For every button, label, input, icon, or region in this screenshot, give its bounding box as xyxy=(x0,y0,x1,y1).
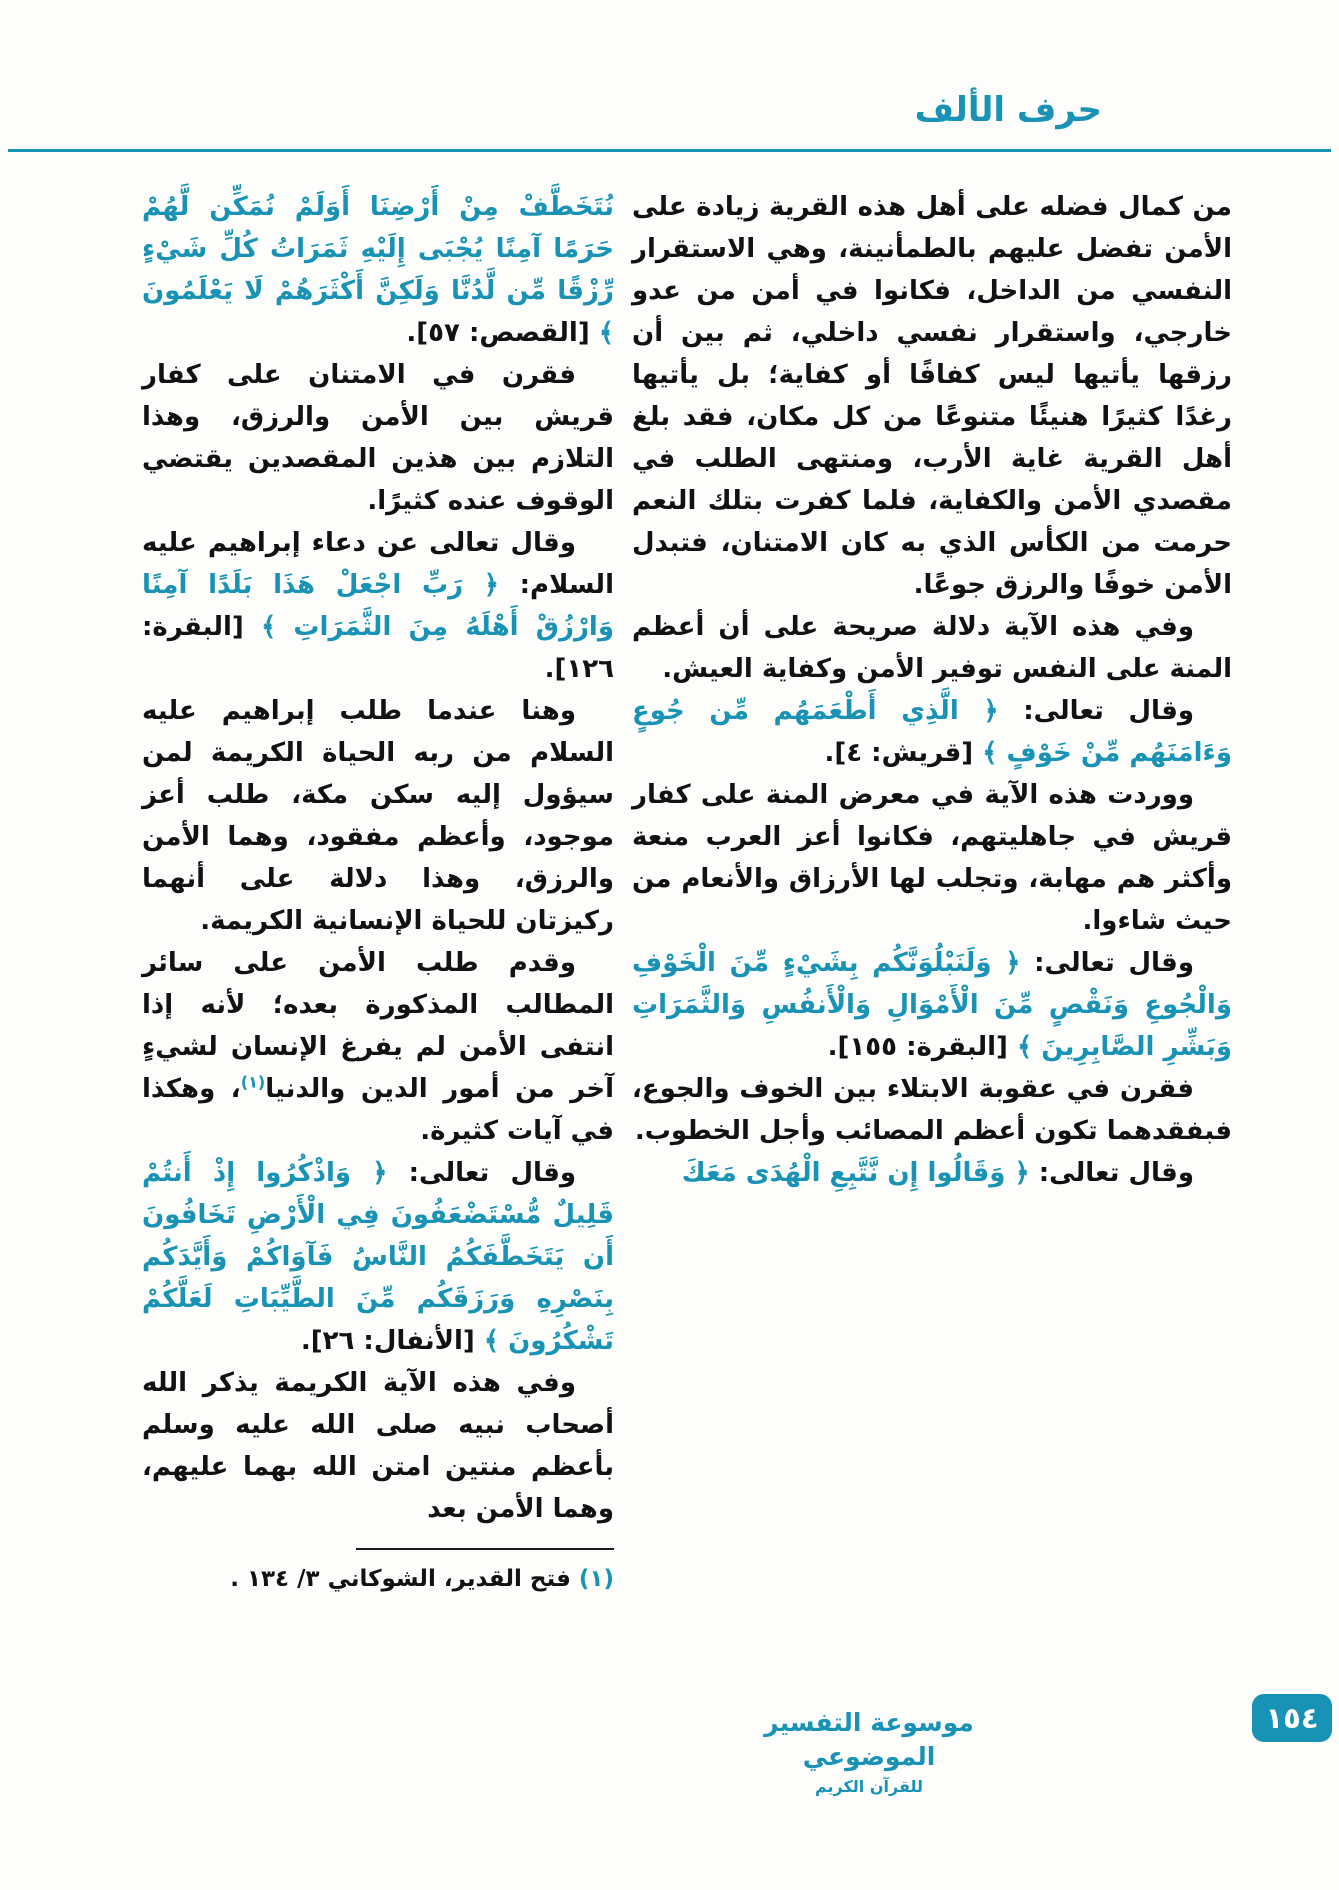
body-text: ، وهكذا في آيات كثيرة. xyxy=(142,1074,614,1146)
paragraph xyxy=(632,1068,1232,1152)
column-left xyxy=(142,186,614,1596)
body-text: ووردت هذه الآية في معرض المنة على كفار قريش في جاهليتهم، فكانوا أعز العرب منعة وأكثر هم مهابة، وتجلب لها الأرزاق والأنعام من حيث شاءوا. xyxy=(632,780,1232,936)
paragraph xyxy=(142,690,614,942)
paragraph xyxy=(142,1152,614,1362)
body-text: فقرن في عقوبة الابتلاء بين الخوف والجوع، فبفقدهما تكون أعظم المصائب وأجل الخطوب. xyxy=(632,1074,1232,1146)
quran-verse: ﴿ وَلَنَبْلُوَنَّكُم بِشَيْءٍ مِّنَ الْخَوْفِ وَالْجُوعِ وَنَقْصٍ مِّنَ الْأَمْوَالِ وَالْأَنفُسِ وَالثَّمَرَاتِ وَبَشِّرِ الصَّابِرِينَ ﴾ xyxy=(632,948,1232,1062)
body-text: وقال تعالى: xyxy=(1020,948,1194,978)
column-right xyxy=(632,186,1232,1194)
page-number: ١٥٤ xyxy=(1265,1701,1319,1735)
page-number-badge xyxy=(1252,1694,1332,1742)
verse-reference: [قريش: ٤]. xyxy=(824,738,974,768)
body-text xyxy=(1008,1032,1017,1062)
footnote-marker: (١) xyxy=(578,1566,614,1592)
verse-reference: [القصص: ٥٧]. xyxy=(406,318,590,348)
publisher-emblem xyxy=(739,1706,999,1798)
header-divider xyxy=(8,149,1331,152)
paragraph xyxy=(632,606,1232,690)
verse-reference: [البقرة: ١٥٥]. xyxy=(827,1032,1008,1062)
verse-reference: [البقرة: ١٢٦]. xyxy=(142,612,614,684)
quran-verse: نُتَخَطَّفْ مِنْ أَرْضِنَا أَوَلَمْ نُمَكِّن لَّهُمْ حَرَمًا آمِنًا يُجْبَى إِلَيْهِ ثَمَرَاتُ كُلِّ شَيْءٍ رِّزْقًا مِّن لَّدُنَّا وَلَكِنَّ أَكْثَرَهُمْ لَا يَعْلَمُونَ ﴾ xyxy=(142,192,614,348)
body-text xyxy=(590,318,599,348)
paragraph xyxy=(632,690,1232,774)
chapter-title: حرف الألف xyxy=(914,90,1102,130)
footnote-marker: (١) xyxy=(240,1072,266,1092)
verse-reference: [الأنفال: ٢٦]. xyxy=(300,1326,475,1356)
paragraph xyxy=(142,522,614,690)
body-text: وهنا عندما طلب إبراهيم عليه السلام من ربه الحياة الكريمة لمن سيؤول إليه سكن مكة، طلب أعز موجود، وأعظم مفقود، وهما الأمن والرزق، وهذا دلالة على أنهما ركيزتان للحياة الإنسانية الكريمة. xyxy=(142,696,614,936)
paragraph xyxy=(142,942,614,1152)
paragraph xyxy=(632,774,1232,942)
footnote-text: فتح القدير، الشوكاني ٣/ ١٣٤ . xyxy=(230,1566,571,1592)
body-text: وقال تعالى عن دعاء إبراهيم عليه السلام: xyxy=(142,528,614,600)
paragraph xyxy=(632,186,1232,606)
emblem-line1: موسوعة التفسير الموضوعي xyxy=(764,1708,974,1771)
quran-verse: ﴿ وَقَالُوا إِن نَّتَّبِعِ الْهُدَى مَعَكَ xyxy=(681,1158,1030,1188)
paragraph xyxy=(142,354,614,522)
quran-verse: ﴿ رَبِّ اجْعَلْ هَذَا بَلَدًا آمِنًا وَارْزُقْ أَهْلَهُ مِنَ الثَّمَرَاتِ ﴾ xyxy=(142,570,614,642)
paragraph xyxy=(142,1362,614,1530)
footnote-block xyxy=(142,1548,614,1596)
emblem-line2: للقرآن الكريم xyxy=(814,1777,924,1796)
body-text: فقرن في الامتنان على كفار قريش بين الأمن والرزق، وهذا التلازم بين هذين المقصدين يقتضي الوقوف عنده كثيرًا. xyxy=(142,360,614,516)
body-text xyxy=(475,1326,484,1356)
quran-verse: ﴿ الَّذِي أَطْعَمَهُم مِّن جُوعٍ وَءَامَنَهُم مِّنْ خَوْفٍ ﴾ xyxy=(632,696,1232,768)
paragraph xyxy=(632,1152,1232,1194)
body-text xyxy=(244,612,261,642)
body-text: من كمال فضله على أهل هذه القرية زيادة على الأمن تفضل عليهم بالطمأنينة، وهي الاستقرار النفسي من الداخل، فكانوا في أمن من عدو خارجي، واستقرار نفسي داخلي، ثم بين أن رزقها يأتيها ليس كفافًا أو كفاية؛ بل يأتيها رغدًا كثيرًا هنيئًا متنوعًا من كل مكان، فقد بلغ أهل القرية غاية الأرب، ومنتهى الطلب في مقصدي الأمن والكفاية، فلما كفرت بتلك النعم حرمت من الكأس الذي به كان الامتنان، فتبدل الأمن خوفًا والرزق جوعًا. xyxy=(632,192,1232,600)
body-text: وقال تعالى: xyxy=(387,1158,577,1188)
body-text: وقال تعالى: xyxy=(1029,1158,1194,1188)
body-text: وقال تعالى: xyxy=(998,696,1195,726)
paragraph xyxy=(632,942,1232,1068)
footnote xyxy=(142,1562,614,1596)
page-content xyxy=(142,186,1232,1596)
body-text: وقدم طلب الأمن على سائر المطالب المذكورة بعده؛ لأنه إذا انتفى الأمن لم يفرغ الإنسان لشيءٍ آخر من أمور الدين والدنيا xyxy=(142,948,614,1104)
paragraph xyxy=(142,186,614,354)
footnote-divider xyxy=(356,1548,614,1550)
column-left-paragraphs xyxy=(142,186,614,1530)
body-text xyxy=(973,738,982,768)
body-text: وفي هذه الآية دلالة صريحة على أن أعظم المنة على النفس توفير الأمن وكفاية العيش. xyxy=(632,612,1232,684)
body-text: وفي هذه الآية الكريمة يذكر الله أصحاب نبيه صلى الله عليه وسلم بأعظم منتين امتن الله بهما عليهم، وهما الأمن بعد xyxy=(142,1368,614,1524)
quran-verse: ﴿ وَاذْكُرُوا إِذْ أَنتُمْ قَلِيلٌ مُّسْتَضْعَفُونَ فِي الْأَرْضِ تَخَافُونَ أَن يَتَخَطَّفَكُمُ النَّاسُ فَآوَاكُمْ وَأَيَّدَكُم بِنَصْرِهِ وَرَزَقَكُم مِّنَ الطَّيِّبَاتِ لَعَلَّكُمْ تَشْكُرُونَ ﴾ xyxy=(142,1158,614,1356)
